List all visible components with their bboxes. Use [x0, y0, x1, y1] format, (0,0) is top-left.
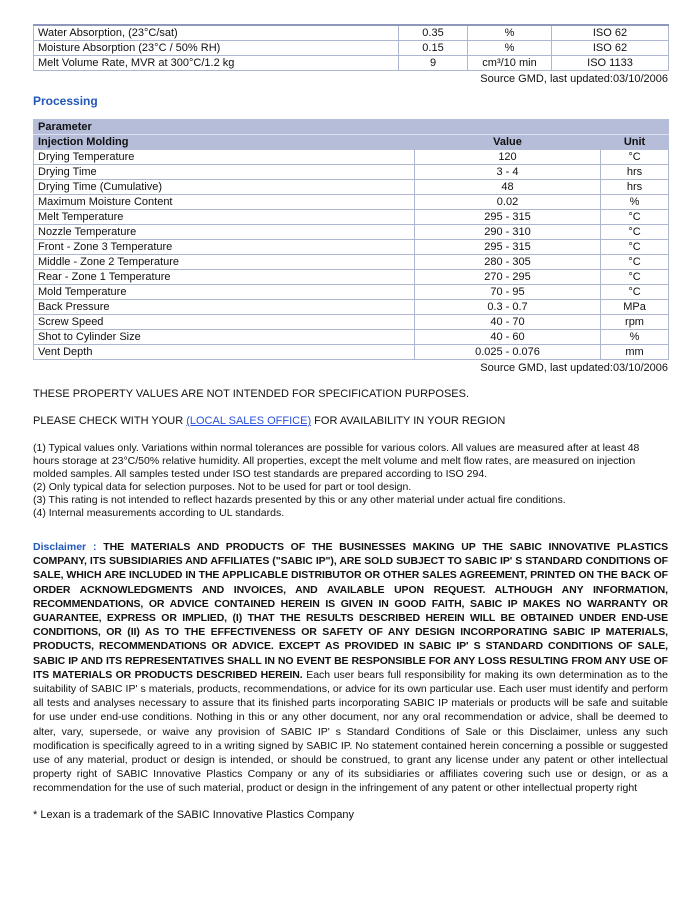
footnote-3: (3) This rating is not intended to reflect hazards presented by this or any other material under actual fire conditions.: [33, 494, 566, 506]
parameter-name: Mold Temperature: [34, 285, 415, 300]
table-row: [34, 270, 669, 285]
parameter-unit: MPa: [601, 300, 669, 315]
property-unit: %: [468, 25, 552, 41]
parameter-unit: °C: [601, 285, 669, 300]
table-row: [34, 255, 669, 270]
property-value: 9: [399, 56, 468, 71]
property-value: 0.35: [399, 25, 468, 41]
table-group-header-row: [34, 120, 669, 135]
table-row: [34, 345, 669, 360]
group-header-label: Parameter: [34, 120, 669, 135]
table-row: [34, 41, 669, 56]
footnote-4: (4) Internal measurements according to UL standards.: [33, 507, 285, 519]
parameter-value: 3 - 4: [415, 165, 601, 180]
column-header-value: Value: [415, 135, 601, 150]
spec-purpose-statement: THESE PROPERTY VALUES ARE NOT INTENDED FOR SPECIFICATION PURPOSES.: [33, 388, 470, 400]
table-row: [34, 285, 669, 300]
parameter-unit: °C: [601, 240, 669, 255]
parameter-unit: %: [601, 195, 669, 210]
parameter-name: Maximum Moisture Content: [34, 195, 415, 210]
parameter-name: Middle - Zone 2 Temperature: [34, 255, 415, 270]
table-row: [34, 240, 669, 255]
parameter-value: 295 - 315: [415, 240, 601, 255]
parameter-value: 0.025 - 0.076: [415, 345, 601, 360]
property-name: Water Absorption, (23°C/sat): [34, 25, 399, 41]
property-name: Melt Volume Rate, MVR at 300°C/1.2 kg: [34, 56, 399, 71]
table-row: [34, 165, 669, 180]
parameter-unit: °C: [601, 150, 669, 165]
disclaimer: [33, 540, 668, 796]
processing-heading: Processing: [33, 94, 98, 108]
parameter-unit: mm: [601, 345, 669, 360]
parameter-value: 70 - 95: [415, 285, 601, 300]
property-value: 0.15: [399, 41, 468, 56]
parameter-value: 40 - 70: [415, 315, 601, 330]
table-column-header-row: [34, 135, 669, 150]
column-header-unit: Unit: [601, 135, 669, 150]
table-row: [34, 300, 669, 315]
parameter-name: Shot to Cylinder Size: [34, 330, 415, 345]
parameter-unit: °C: [601, 270, 669, 285]
parameter-unit: hrs: [601, 165, 669, 180]
trademark-note: * Lexan is a trademark of the SABIC Innovative Plastics Company: [33, 808, 354, 821]
disclaimer-label: Disclaimer :: [33, 541, 97, 553]
availability-suffix: FOR AVAILABILITY IN YOUR REGION: [311, 415, 506, 427]
property-unit: cm³/10 min: [468, 56, 552, 71]
parameter-value: 295 - 315: [415, 210, 601, 225]
parameter-name: Drying Temperature: [34, 150, 415, 165]
properties-table: [33, 24, 669, 71]
property-standard: ISO 1133: [552, 56, 669, 71]
parameter-unit: %: [601, 330, 669, 345]
parameter-value: 280 - 305: [415, 255, 601, 270]
parameter-unit: °C: [601, 225, 669, 240]
parameter-name: Drying Time: [34, 165, 415, 180]
parameter-unit: hrs: [601, 180, 669, 195]
parameter-name: Back Pressure: [34, 300, 415, 315]
availability-statement: [33, 415, 668, 427]
footnotes: [33, 442, 668, 520]
parameter-value: 120: [415, 150, 601, 165]
disclaimer-regular-text: Each user bears full responsibility for making its own determination as to the suitability of SABIC IP' s materials, products, recommendations, or advice for its own particular use. Each user must identify and perform all tests and analyses necessary to assure that its finished parts incorporating SABIC IP materials or products will be safe and suitable for use under end-use conditions. Nothing in this or any other document, nor any oral recommendation or advice, shall be deemed to alter, vary, supersede, or waive any provision of SABIC IP' s Standard Conditions of Sale or this Disclaimer, unless any such modification is specifically agreed to in a writing signed by SABIC IP. No statement contained herein concerning a possible or suggested use of any material, product or design is intended, or should be construed, to grant any license under any patent or other intellectual property right of SABIC Innovative Plastics Company or any of its subsidiaries or affiliates covering such use or design, or as a recommendation for the use of such material, product or design in the infringement of any patent or other intellectual property right: [33, 668, 668, 795]
parameter-value: 270 - 295: [415, 270, 601, 285]
parameter-name: Vent Depth: [34, 345, 415, 360]
parameter-name: Rear - Zone 1 Temperature: [34, 270, 415, 285]
column-header-parameter: Injection Molding: [34, 135, 415, 150]
parameter-value: 0.02: [415, 195, 601, 210]
table-row: [34, 225, 669, 240]
parameter-unit: rpm: [601, 315, 669, 330]
parameter-value: 0.3 - 0.7: [415, 300, 601, 315]
property-unit: %: [468, 41, 552, 56]
local-sales-office-link[interactable]: (LOCAL SALES OFFICE): [186, 415, 312, 427]
parameter-name: Screw Speed: [34, 315, 415, 330]
property-standard: ISO 62: [552, 41, 669, 56]
table-row: [34, 315, 669, 330]
parameter-name: Melt Temperature: [34, 210, 415, 225]
table-row: [34, 330, 669, 345]
parameter-name: Nozzle Temperature: [34, 225, 415, 240]
source-note: Source GMD, last updated:03/10/2006: [480, 362, 668, 374]
footnote-1: (1) Typical values only. Variations within normal tolerances are possible for various colors. All values are measured after at least 48 hours storage at 23°C/50% relative humidity. All properties, except the melt volume and melt flow rates, are measured on injection molded samples. All samples tested under ISO test standards are prepared according to ISO 294.: [33, 442, 640, 480]
table-row: [34, 25, 669, 41]
availability-prefix: PLEASE CHECK WITH YOUR: [33, 415, 187, 427]
parameter-value: 40 - 60: [415, 330, 601, 345]
parameter-name: Front - Zone 3 Temperature: [34, 240, 415, 255]
table-row: [34, 150, 669, 165]
disclaimer-bold-text: THE MATERIALS AND PRODUCTS OF THE BUSINESSES MAKING UP THE SABIC INNOVATIVE PLASTICS COMPANY, ITS SUBSIDIARIES AND AFFILIATES ("SABIC IP"), ARE SOLD SUBJECT TO SABIC IP' S STANDARD CONDITIONS OF SALE, WHICH ARE INCLUDED IN THE APPLICABLE DISTRIBUTOR OR OTHER SALES AGREEMENT, PRINTED ON THE BACK OF ORDER ACKNOWLEDGMENTS AND INVOICES, AND AVAILABLE UPON REQUEST. ALTHOUGH ANY INFORMATION, RECOMMENDATIONS, OR ADVICE CONTAINED HEREIN IS GIVEN IN GOOD FAITH, SABIC IP MAKES NO WARRANTY OR GUARANTEE, EXPRESS OR IMPLIED, (I) THAT THE RESULTS DESCRIBED HEREIN WILL BE OBTAINED UNDER END-USE CONDITIONS, OR (II) AS TO THE EFFECTIVENESS OR SAFETY OF ANY DESIGN INCORPORATING SABIC IP MATERIALS, PRODUCTS, RECOMMENDATIONS OR ADVICE. EXCEPT AS PROVIDED IN SABIC IP' S STANDARD CONDITIONS OF SALE, SABIC IP AND ITS REPRESENTATIVES SHALL IN NO EVENT BE RESPONSIBLE FOR ANY LOSS RESULTING FROM ANY USE OF ITS MATERIALS OR PRODUCTS DESCRIBED HEREIN.: [33, 541, 668, 681]
processing-table: [33, 119, 669, 360]
property-name: Moisture Absorption (23°C / 50% RH): [34, 41, 399, 56]
table-row: [34, 56, 669, 71]
parameter-unit: °C: [601, 210, 669, 225]
parameter-value: 290 - 310: [415, 225, 601, 240]
parameter-name: Drying Time (Cumulative): [34, 180, 415, 195]
parameter-value: 48: [415, 180, 601, 195]
table-row: [34, 210, 669, 225]
parameter-unit: °C: [601, 255, 669, 270]
table-row: [34, 195, 669, 210]
property-standard: ISO 62: [552, 25, 669, 41]
source-note: Source GMD, last updated:03/10/2006: [480, 73, 668, 85]
table-row: [34, 180, 669, 195]
footnote-2: (2) Only typical data for selection purposes. Not to be used for part or tool design.: [33, 481, 412, 493]
